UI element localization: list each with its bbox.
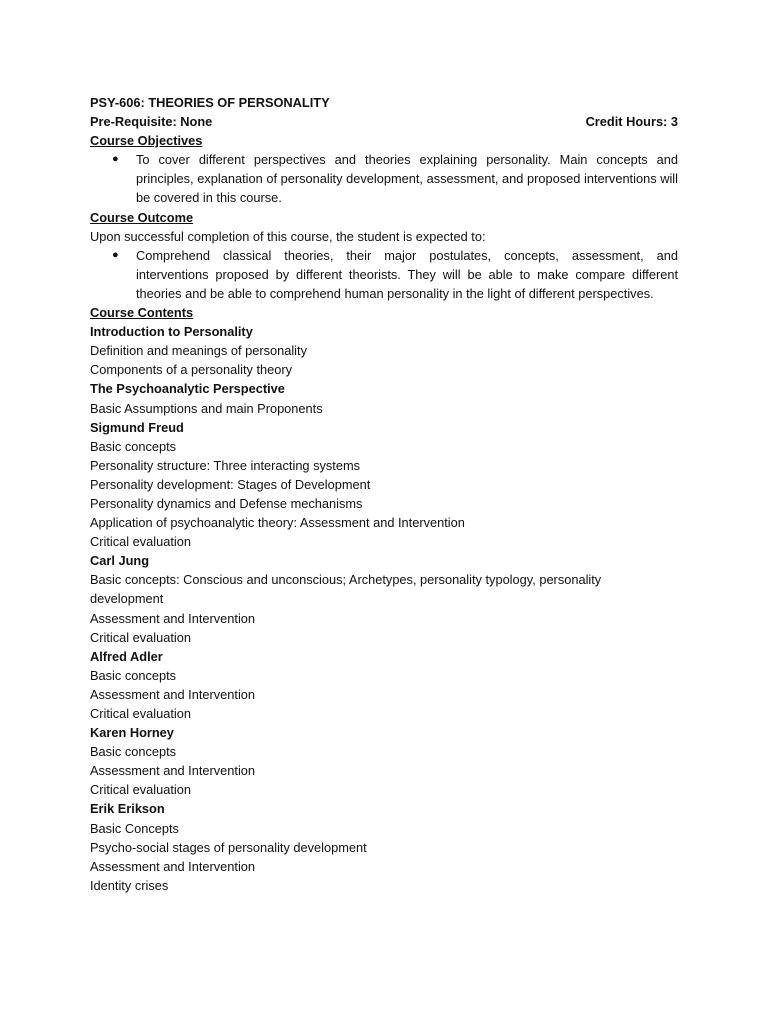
section-item: Assessment and Intervention [90,686,256,702]
section-title: Carl Jung [90,553,150,569]
objectives-bullet-text: To cover different perspectives and theories explaining personality. Main concepts and principles, explanation of personality development, assessment, and proposed interventions will be covered in this course. [136,152,678,206]
section-item: Definition and meanings of personality [90,343,307,359]
section-item: Personality dynamics and Defense mechanisms [90,495,363,511]
section-item: Assessment and Intervention [90,610,256,626]
section-title: Introduction to Personality [90,324,253,340]
course-meta-row [90,112,678,131]
section-item: Personality development: Stages of Development [90,476,371,492]
outcome-intro: Upon successful completion of this course, the student is expected to: [90,228,486,244]
objectives-heading: Course Objectives [90,133,203,149]
section-title: Karen Horney [90,725,174,741]
contents-section-jung [90,551,678,646]
credit-hours-label: Credit Hours: 3 [585,114,678,130]
section-item: Basic concepts [90,667,177,683]
section-item: Critical evaluation [90,534,192,550]
objectives-bullet-item [90,150,678,207]
contents-section-adler [90,647,678,723]
contents-section-psychoanalytic [90,379,678,417]
course-outline [90,93,678,895]
contents-section-freud [90,418,678,552]
section-item: Basic Concepts [90,820,179,836]
outcome-bullet-item [90,246,678,303]
contents-heading: Course Contents [90,305,194,321]
section-title: Sigmund Freud [90,419,184,435]
section-item: Assessment and Intervention [90,763,256,779]
contents-section-horney [90,723,678,799]
section-item: Identity crises [90,877,169,893]
section-title: The Psychoanalytic Perspective [90,381,285,397]
section-item: Basic concepts: Conscious and unconscious; Archetypes, personality typology, personality development [90,572,602,607]
section-item: Basic concepts [90,744,177,760]
outcome-bullet-text: Comprehend classical theories, their major postulates, concepts, assessment, and interventions proposed by different theorists. They will be able to make compare different theories and be able to comprehend human personality in the light of different perspectives. [136,247,678,301]
section-item: Basic concepts [90,438,177,454]
section-item: Critical evaluation [90,782,192,798]
contents-section-introduction [90,322,678,379]
section-item: Assessment and Intervention [90,858,256,874]
section-title: Erik Erikson [90,801,165,817]
section-item: Basic Assumptions and main Proponents [90,400,323,416]
bullet-icon: ● [112,153,119,166]
section-item: Components of a personality theory [90,362,293,378]
section-item: Psycho-social stages of personality development [90,839,367,855]
section-item: Application of psychoanalytic theory: Assessment and Intervention [90,515,465,531]
outcome-heading: Course Outcome [90,209,194,225]
bullet-icon: ● [112,248,119,261]
course-title: PSY-606: THEORIES OF PERSONALITY [90,95,330,110]
contents-section-erikson [90,799,678,894]
prerequisite-label: Pre-Requisite: None [90,114,213,130]
section-title: Alfred Adler [90,648,163,664]
section-item: Critical evaluation [90,706,192,721]
section-item: Personality structure: Three interacting systems [90,457,361,473]
section-item: Critical evaluation [90,629,192,645]
